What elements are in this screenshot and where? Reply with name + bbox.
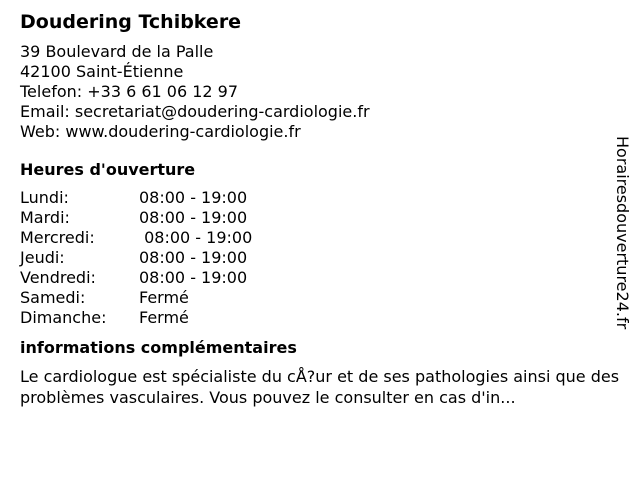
hours-heading: Heures d'ouverture: [20, 160, 196, 179]
hours-day: Mardi:: [20, 208, 70, 227]
hours-row-dimanche: [20, 308, 620, 328]
hours-day: Samedi:: [20, 288, 86, 307]
hours-time: Fermé: [139, 308, 189, 327]
hours-time: 08:00 - 19:00: [139, 208, 248, 227]
email-address: Email: secretariat@doudering-cardiologie.fr: [20, 102, 370, 121]
hours-row-vendredi: [20, 268, 620, 288]
hours-day: Vendredi:: [20, 268, 96, 287]
hours-row-lundi: [20, 188, 620, 208]
business-card: [20, 10, 620, 408]
hours-time: 08:00 - 19:00: [139, 228, 253, 247]
street-address: 39 Boulevard de la Palle: [20, 42, 214, 61]
business-name: Doudering Tchibkere: [20, 11, 242, 33]
postal-city: 42100 Saint-Étienne: [20, 62, 184, 81]
info-description: Le cardiologue est spécialiste du cÅ?ur et de ses pathologies ainsi que des problèmes vasculaires. Vous pouvez le consulter en cas d'in...: [20, 367, 620, 407]
hours-time: 08:00 - 19:00: [139, 268, 248, 287]
hours-time: 08:00 - 19:00: [139, 248, 248, 267]
hours-day: Jeudi:: [20, 248, 65, 267]
hours-time: 08:00 - 19:00: [139, 188, 248, 207]
watermark-label: Horairesdouverture24.fr: [613, 136, 632, 330]
website: Web: www.doudering-cardiologie.fr: [20, 122, 301, 141]
hours-day: Mercredi:: [20, 228, 95, 247]
hours-row-jeudi: [20, 248, 620, 268]
phone-number: Telefon: +33 6 61 06 12 97: [20, 82, 239, 101]
hours-row-mercredi: [20, 228, 620, 248]
hours-time: Fermé: [139, 288, 189, 307]
info-heading: informations complémentaires: [20, 338, 297, 357]
hours-row-mardi: [20, 208, 620, 228]
hours-row-samedi: [20, 288, 620, 308]
hours-day: Dimanche:: [20, 308, 107, 327]
hours-day: Lundi:: [20, 188, 69, 207]
